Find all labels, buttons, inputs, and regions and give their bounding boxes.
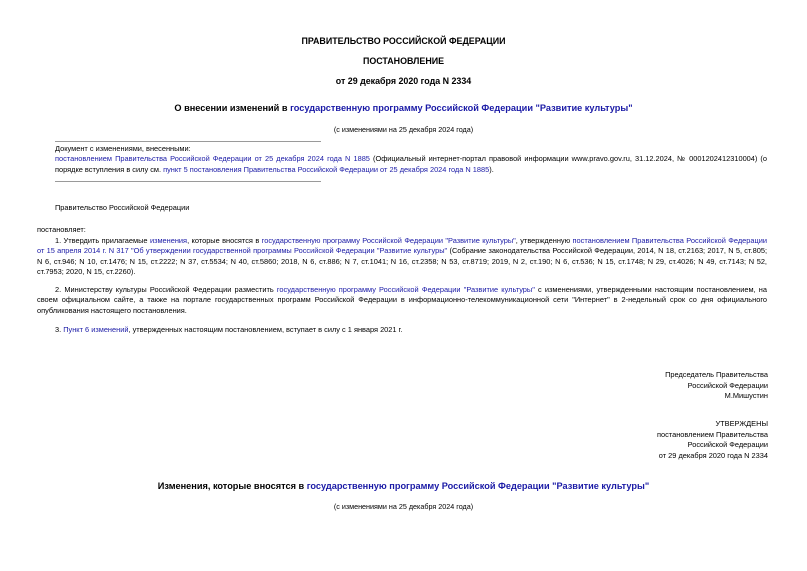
edition-note: (с изменениями на 25 декабря 2024 года) (333, 125, 474, 134)
paragraph-1 (37, 236, 767, 278)
amendment-close-text: ). (489, 164, 494, 174)
changes-title-prefix: Изменения, которые вносятся в (157, 481, 307, 491)
divider-bottom (55, 181, 321, 182)
signature-body: Российской Федерации (687, 380, 768, 390)
approval-block (657, 419, 768, 461)
p2-program-link[interactable]: государственную программу Российской Федерации "Развитие культуры" (276, 285, 535, 294)
changes-title-program-link[interactable]: государственную программу Российской Федерации "Развитие культуры" (306, 481, 650, 491)
p1-resolution-link[interactable]: постановлением Правительства Российской Федерации от 15 апреля 2014 г. N 317 "Об утверждении государственной программы Российской Федерации "Развитие культуры" (37, 236, 767, 256)
p3-text-b: , утвержденных настоящим постановлением, вступает в силу с 1 января 2021 г. (128, 325, 403, 334)
signature-block (665, 370, 768, 402)
p2-text-a: 2. Министерству культуры Российской Федерации разместить (55, 285, 277, 294)
document-title (0, 103, 807, 113)
document-type: ПОСТАНОВЛЕНИЕ (362, 56, 445, 66)
p3-text-a: 3. (55, 325, 64, 334)
resolves-label: постановляет: (37, 225, 86, 234)
amendment-clause-link[interactable]: пункт 5 постановления Правительства Российской Федерации от 25 декабря 2024 года N 1885 (163, 164, 490, 174)
signature-name: М.Мишустин (724, 391, 768, 401)
p3-clause-link[interactable]: Пункт 6 изменений (63, 325, 129, 334)
title-prefix: О внесении изменений в (174, 103, 291, 113)
paragraph-3 (37, 325, 767, 335)
p2-text-b: с изменениями, утвержденными настоящим постановлением, на своем официальном сайте, а также на портале государственных программ Российской Федерации в информационно-телекоммуникационной сети "Интернет" в 2-недельный срок со дня официального опубликования настоящего постановления. (37, 285, 767, 315)
paragraph-2 (37, 285, 767, 316)
approval-body: Российской Федерации (687, 440, 768, 450)
approval-date-number: от 29 декабря 2020 года N 2334 (658, 450, 768, 460)
p1-text-d: (Собрание законодательства Российской Федерации, 2014, N 18, ст.2163; 2017, N 5, ст.805; N 6, ст.946; N 10, ст.1476; N 15, ст.2222; N 37, ст.5534; N 40, ст.5860; 2018, N 6, ст.886; N 7, ст.1041; N 16, ст.2358; N 53, ст.8719; 2019, N 2, ст.190; N 6, ст.536; N 15, ст.1748; N 29, ст.4026; N 49, ст.7143; N 52, ст.7953; 2020, N 15, ст.2260). (37, 246, 767, 277)
changes-title (0, 481, 807, 491)
p1-program-link[interactable]: государственную программу Российской Федерации "Развитие культуры" (261, 236, 516, 245)
changes-edition-note: (с изменениями на 25 декабря 2024 года) (333, 502, 474, 511)
divider-top (55, 141, 321, 142)
signature-position: Председатель Правительства (665, 370, 768, 379)
document-date-number: от 29 декабря 2020 года N 2334 (335, 76, 472, 86)
title-program-link[interactable]: государственную программу Российской Федерации "Развитие культуры" (290, 103, 633, 113)
amendments-block (55, 144, 767, 175)
amendments-intro: Документ с изменениями, внесенными: (55, 144, 191, 153)
p1-text-a: 1. Утвердить прилагаемые (55, 236, 150, 245)
p1-text-b: , которые вносятся в (187, 236, 262, 245)
amendment-resolution-link[interactable]: постановлением Правительства Российской Федерации от 25 декабря 2024 года N 1885 (55, 154, 370, 164)
approval-resolution: постановлением Правительства (657, 429, 768, 439)
amendment-source-text: (Официальный интернет-портал правовой информации www.pravo.gov.ru, 31.12.2024, № 0001202412310004) (о порядке вступления в силу см. (55, 154, 768, 174)
p1-changes-link[interactable]: изменения (149, 236, 188, 245)
government-label: Правительство Российской Федерации (55, 203, 190, 212)
amendments-text (55, 154, 767, 175)
issuing-authority: ПРАВИТЕЛЬСТВО РОССИЙСКОЙ ФЕДЕРАЦИИ (301, 36, 506, 46)
p1-text-c: , утвержденную (515, 236, 573, 245)
approval-label: УТВЕРЖДЕНЫ (715, 419, 768, 428)
